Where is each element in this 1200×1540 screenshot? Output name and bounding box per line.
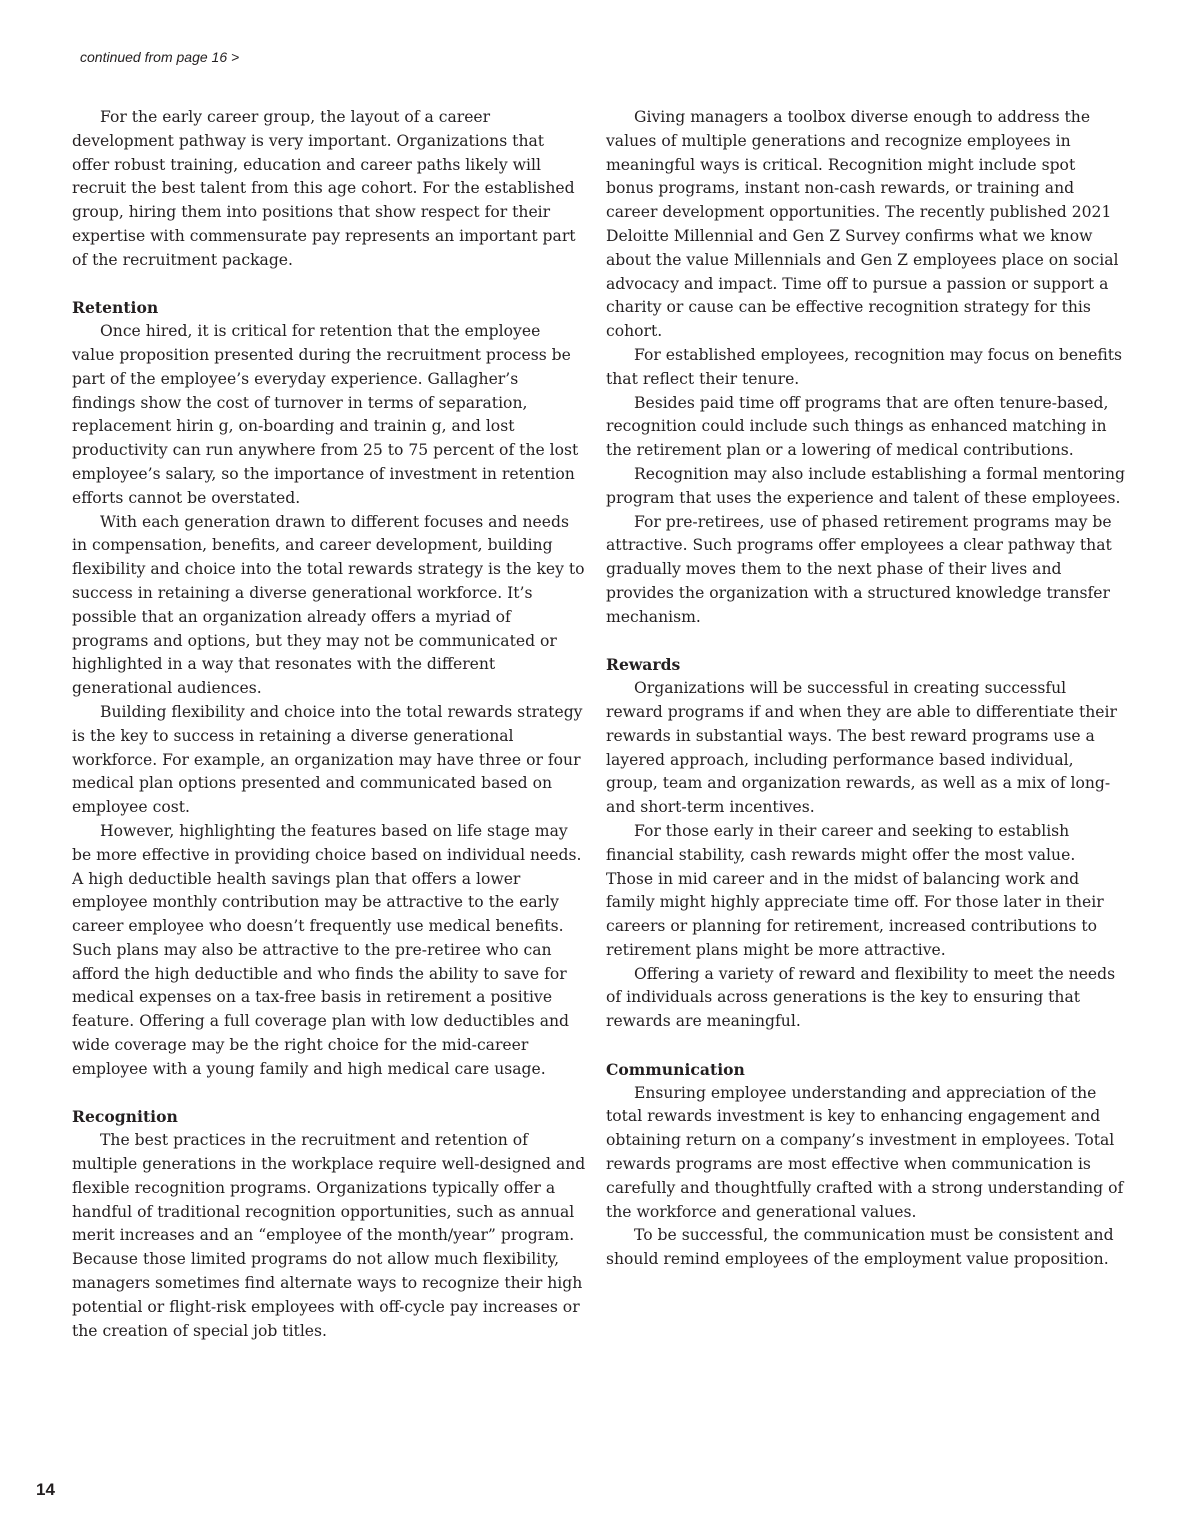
recognition-paragraph: For pre-retirees, use of phased retirement programs may be attractive. Such programs offer employees a clear pathway that gradually moves them to the next phase of their lives and provides the organization with a structured knowledge transfer mechanism. [606,512,1112,626]
recognition-paragraph: Giving managers a toolbox diverse enough to address the values of multiple generations and recognize employees in meaningful ways is critical. Recognition might include spot bonus programs, instant non-cash rewards, or training and career development opportunities. The recently published 2021 Deloitte Millennial and Gen Z Survey confirms what we know about the value Millennials and Gen Z employees place on social advocacy and impact. Time off to pursue a passion or support a charity or cause can be effective recognition strategy for this cohort. [606,108,1119,341]
communication-paragraph: To be successful, the communication must be consistent and should remind employees of the employment value proposition. [606,1226,1114,1269]
rewards-paragraph: For those early in their career and seeking to establish financial stability, cash rewards might offer the most value. Those in mid career and in the midst of balancing work and family might highly appreciate time off. For those later in their careers or planning for retirement, increased contributions to retirement plans might be more attractive. [606,821,1104,959]
section-gap [606,1034,1126,1058]
section-gap [72,273,586,297]
recognition-paragraph: The best practices in the recruitment and retention of multiple generations in the workplace require well-designed and flexible recognition programs. Organizations typically offer a handful of traditional recognition opportunities, such as annual merit increases and an “employee of the month/year” program. Because those limited programs do not allow much flexibility, managers sometimes find alternate ways to recognize their high potential or flight-risk employees with off-cycle pay increases or the creation of special job titles. [72,1131,586,1340]
continued-from-note: continued from page 16 > [80,49,240,65]
retention-paragraph: However, highlighting the features based on life stage may be more effective in providing choice based on individual needs. A high deductible health savings plan that offers a lower employee monthly contribution may be attractive to the early career employee who doesn’t frequently use medical benefits. Such plans may also be attractive to the pre-retiree who can afford the high deductible and who finds the ability to save for medical expenses on a tax-free basis in retirement a positive feature. Offering a full coverage plan with low deductibles and wide coverage may be the right choice for the mid-career employee with a young family and high medical care usage. [72,821,582,1078]
right-column [606,106,1126,1272]
rewards-paragraph: Offering a variety of reward and flexibility to meet the needs of individuals across generations is the key to ensuring that rewards are meaningful. [606,964,1116,1031]
recognition-paragraph: Besides paid time off programs that are often tenure-based, recognition could include such things as enhanced matching in the retirement plan or a lowering of medical contributions. [606,393,1109,460]
rewards-heading: Rewards [606,655,681,675]
communication-paragraph: Ensuring employee understanding and appreciation of the total rewards investment is key to enhancing engagement and obtaining return on a company’s investment in employees. Total rewards programs are most effective when communication is carefully and thoughtfully crafted with a strong understanding of the workforce and generational values. [606,1083,1124,1221]
retention-paragraph: With each generation drawn to different focuses and needs in compensation, benefits, and career development, building flexibility and choice into the total rewards strategy is the key to success in retaining a diverse generational workforce. It’s possible that an organization already offers a myriad of programs and options, but they may not be communicated or highlighted in a way that resonates with the different generational audiences. [72,512,585,698]
section-gap [72,1082,586,1106]
left-column [72,106,586,1343]
section-gap [606,630,1126,654]
communication-heading: Communication [606,1059,745,1079]
intro-paragraph: For the early career group, the layout of a career development pathway is very important. Organizations that offer robust training, education and career paths likely will recruit the best talent from this age cohort. For the established group, hiring them into positions that show respect for their expertise with commensurate pay represents an important part of the recruitment package. [72,108,576,269]
retention-paragraph: Once hired, it is critical for retention that the employee value proposition presented during the recruitment process be part of the employee’s everyday experience. Gallagher’s findings show the cost of turnover in terms of separation, replacement hirin g, on-boarding and trainin g, and lost productivity can run anywhere from 25 to 75 percent of the lost employee’s salary, so the importance of investment in retention efforts cannot be overstated. [72,322,579,507]
recognition-paragraph: Recognition may also include establishing a formal mentoring program that uses the experience and talent of these employees. [606,464,1126,507]
retention-paragraph: Building flexibility and choice into the total rewards strategy is the key to success in retaining a diverse generational workforce. For example, an organization may have three or four medical plan options presented and communicated based on employee cost. [72,702,583,817]
page-number: 14 [36,1480,55,1499]
recognition-paragraph: For established employees, recognition may focus on benefits that reflect their tenure. [606,345,1123,388]
retention-heading: Retention [72,298,159,318]
recognition-heading: Recognition [72,1107,178,1127]
rewards-paragraph: Organizations will be successful in creating successful reward programs if and when they are able to differentiate their rewards in substantial ways. The best reward programs use a layered approach, including performance based individual, group, team and organization rewards, as well as a mix of long- and short-term incentives. [606,679,1117,817]
